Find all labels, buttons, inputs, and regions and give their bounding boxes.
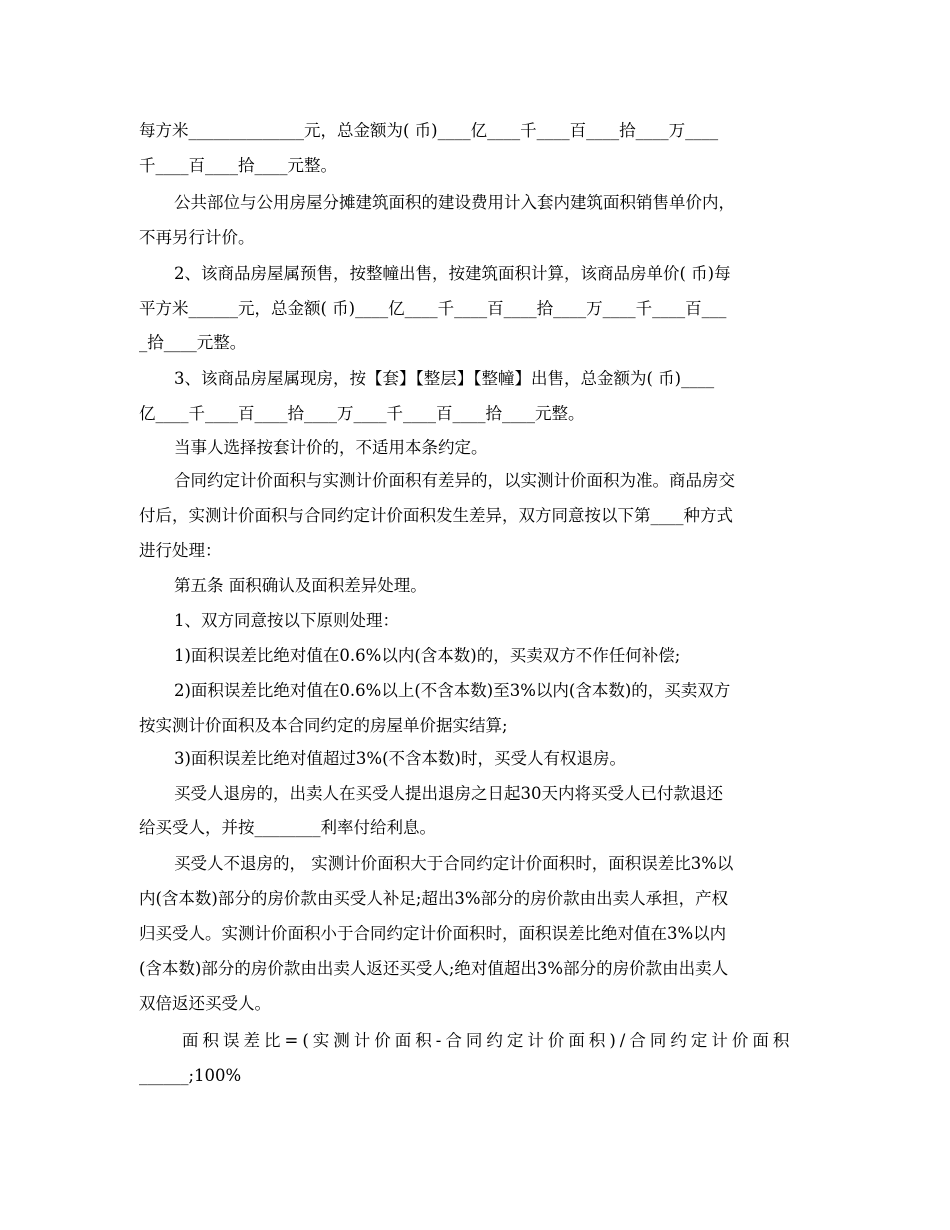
text-line: 2、该商品房屋属预售，按整幢出售，按建筑面积计算，该商品房单价( 币)每	[174, 264, 731, 283]
text-line: 1、双方同意按以下原则处理：	[174, 611, 399, 630]
text-line: 给买受人，并按________利率付给利息。	[139, 818, 436, 837]
text-line: 亿____千____百____拾____万____千____百____拾____元整。	[139, 404, 585, 423]
formula-line: 面积误差比=(实测计价面积-合同约定计价面积)/合同约定计价面积	[182, 1031, 794, 1050]
text-line: 1)面积误差比绝对值在0.6%以内(含本数)的，买卖双方不作任何补偿;	[174, 646, 681, 665]
text-line: 2)面积误差比绝对值在0.6%以上(不含本数)至3%以内(含本数)的，买卖双方	[174, 681, 731, 700]
text-line: 双倍返还买受人。	[139, 994, 271, 1013]
text-line: 不再另行计价。	[139, 228, 255, 247]
text-line: 公共部位与公用房屋分摊建筑面积的建设费用计入套内建筑面积销售单价内，	[174, 193, 735, 212]
text-line: 合同约定计价面积与实测计价面积有差异的，以实测计价面积为准。商品房交	[174, 471, 735, 490]
text-line: 付后，实测计价面积与合同约定计价面积发生差异，双方同意按以下第____种方式	[139, 506, 733, 525]
text-line: 3)面积误差比绝对值超过3%(不含本数)时，买受人有权退房。	[174, 749, 626, 768]
section-heading: 第五条 面积确认及面积差异处理。	[174, 576, 427, 595]
text-line: 千____百____拾____元整。	[139, 156, 337, 175]
text-line: 内(含本数)部分的房价款由买受人补足;超出3%部分的房价款由出卖人承担，产权	[139, 889, 729, 908]
text-line: 进行处理：	[139, 541, 222, 560]
text-line: _拾____元整。	[139, 333, 247, 352]
formula-line: ______;100%	[139, 1066, 242, 1085]
text-line: 按实测计价面积及本合同约定的房屋单价据实结算;	[139, 716, 508, 735]
text-line: 买受人不退房的， 实测计价面积大于合同约定计价面积时，面积误差比3%以	[174, 854, 734, 873]
text-line: 平方米______元，总金额( 币)____亿____千____百____拾____万____千____百___	[139, 299, 727, 318]
text-line: (含本数)部分的房价款由出卖人返还买受人;绝对值超出3%部分的房价款由出卖人	[139, 959, 729, 978]
text-line: 当事人选择按套计价的，不适用本条约定。	[174, 438, 488, 457]
text-line: 每方米______________元，总金额为( 币)____亿____千____百____拾____万____	[139, 121, 719, 140]
text-line: 3、该商品房屋属现房，按【套】【整层】【整幢】出售，总金额为( 币)____	[174, 369, 715, 388]
text-line: 买受人退房的，出卖人在买受人提出退房之日起30天内将买受人已付款退还	[174, 784, 723, 803]
text-line: 归买受人。实测计价面积小于合同约定计价面积时，面积误差比绝对值在3%以内	[139, 924, 727, 943]
